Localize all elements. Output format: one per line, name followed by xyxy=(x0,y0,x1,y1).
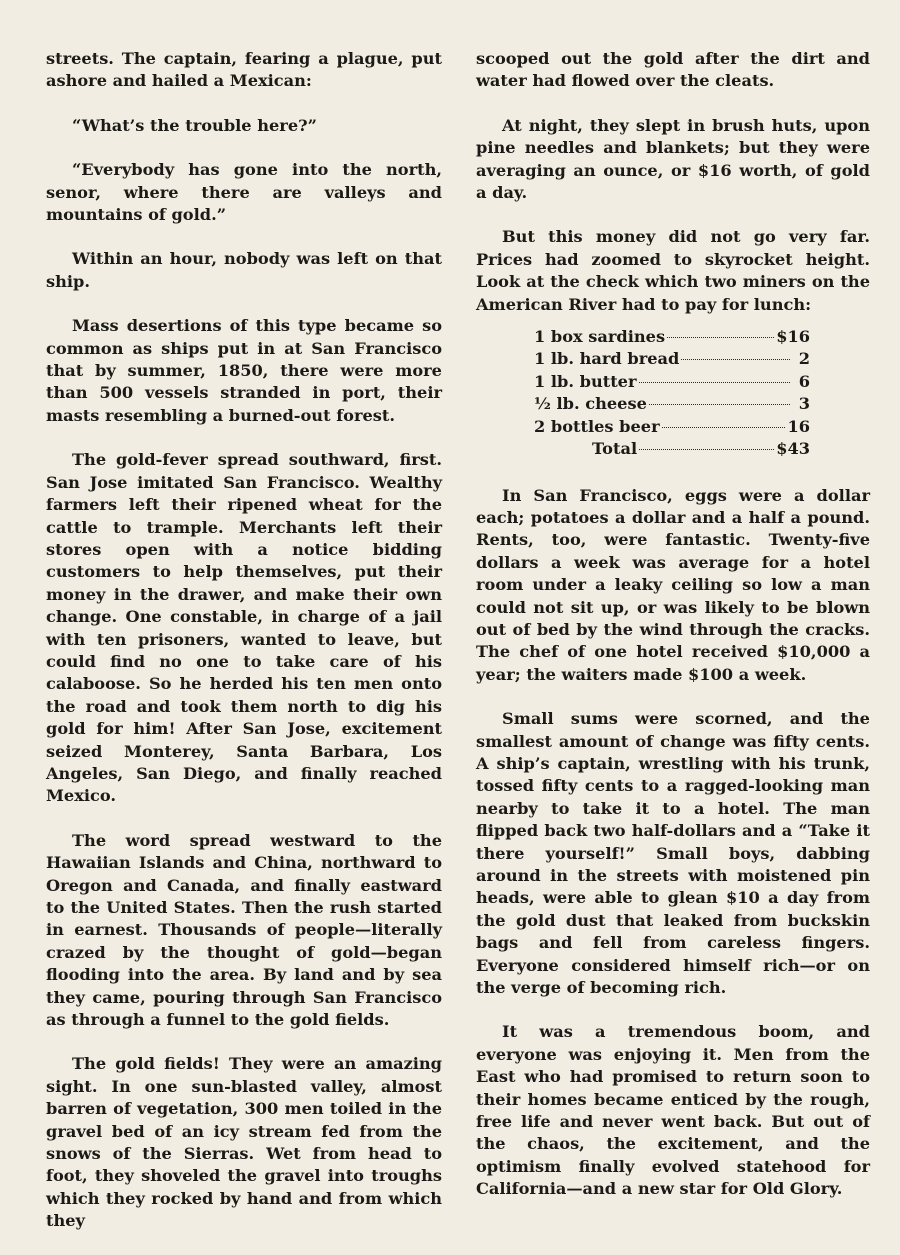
paragraph: Within an hour, nobody was left on that ship. xyxy=(46,249,442,291)
paragraph: Mass desertions of this type became so common as ships put in at San Francisco that by summer, 1850, there were more than 500 vessels stranded in port, their masts resembling a burned-out forest. xyxy=(46,316,442,425)
paragraph: The gold-fever spread southward, first. San Jose imitated San Francisco. Wealthy farmers left their ripened wheat for the cattle to trample. Merchants left their stores open with a notice bidding customers to help themselves, put their money in the drawer, and make their own change. One constable, in charge of a jail with ten prisoners, wanted to leave, but could find no one to take care of his calaboose. So he herded his ten men onto the road and took them north to dig his gold for him! After San Jose, excitement seized Monterey, Santa Barbara, Los Angeles, San Diego, and finally reached Mexico. xyxy=(46,450,442,806)
receipt-item: 2 bottles beer xyxy=(534,416,660,436)
paragraph: The word spread westward to the Hawaiian Islands and China, northward to Oregon and Canada, and finally eastward to the United States. Then the rush started in earnest. Thousands of people—literally crazed by the thought of gold—began flooding into the area. By land and by sea they came, pouring through San Francisco as through a funnel to the gold fields. xyxy=(46,830,442,1030)
receipt-item: 1 lb. butter xyxy=(534,371,637,391)
receipt-row xyxy=(534,371,810,393)
paragraph: At night, they slept in brush huts, upon pine needles and blankets; but they were averaging an ounce, or $16 worth, of gold a day. xyxy=(476,115,870,203)
receipt-row xyxy=(534,326,810,348)
leader-dots xyxy=(649,404,790,405)
paragraph: “What’s the trouble here?” xyxy=(72,115,317,135)
paragraph: scooped out the gold after the dirt and water had flowed over the cleats. xyxy=(476,49,870,91)
left-column xyxy=(46,48,442,1255)
paragraph: “Everybody has gone into the north, senor, where there are valleys and mountains of gold.” xyxy=(46,160,442,225)
paragraph: streets. The captain, fearing a plague, put ashore and hailed a Mexican: xyxy=(46,49,442,91)
right-column xyxy=(476,48,870,1223)
receipt-row xyxy=(534,393,810,415)
paragraph: The gold fields! They were an amazing sight. In one sun-blasted valley, almost barren of vegetation, 300 men toiled in the gravel bed of an icy stream fed from the snows of the Sierras. Wet from head to foot, they shoveled the gravel into troughs which they rocked by hand and from which they xyxy=(46,1054,442,1231)
receipt-item: 1 box sardines xyxy=(534,327,666,347)
paragraph: Small sums were scorned, and the smallest amount of change was fifty cents. A ship’s captain, wrestling with his trunk, tossed fifty cents to a ragged-looking man nearby to take it to a hotel. The man flipped back two half-dollars and a “Take it there yourself!” Small boys, dabbing around in the streets with moistened pin heads, were able to glean $10 a day from the gold dust that leaked from buckskin bags and fell from careless fingers. Everyone considered himself rich—or on the verge of becoming rich. xyxy=(476,709,870,998)
receipt-price: 3 xyxy=(798,394,810,414)
receipt-total-row xyxy=(534,438,810,460)
leader-dots xyxy=(681,359,790,360)
paragraph: But this money did not go very far. Prices had zoomed to skyrocket height. Look at the check which two miners on the American River had to pay for lunch: xyxy=(476,227,870,314)
leader-dots xyxy=(639,449,774,450)
leader-dots xyxy=(639,382,790,383)
receipt-row xyxy=(534,416,810,438)
receipt-price: $16 xyxy=(776,327,810,347)
paragraph: In San Francisco, eggs were a dollar each; potatoes a dollar and a half a pound. Rents, too, were fantastic. Twenty-five dollars a week was average for a hotel room under a leaky ceiling so low a man could not sit up, or was likely to be blown out of bed by the wind through the cracks. The chef of one hotel received $10,000 a year; the waiters made $100 a week. xyxy=(476,485,870,684)
receipt-row xyxy=(534,348,810,370)
leader-dots xyxy=(667,337,774,338)
receipt-item: ½ lb. cheese xyxy=(534,394,647,414)
receipt-item: 1 lb. hard bread xyxy=(534,349,680,369)
leader-dots xyxy=(662,427,786,428)
lunch-receipt xyxy=(534,326,810,460)
receipt-price: 16 xyxy=(787,416,810,436)
receipt-total-label: Total xyxy=(592,439,638,459)
receipt-price: 6 xyxy=(798,371,810,391)
receipt-price: 2 xyxy=(798,349,810,369)
receipt-total-value: $43 xyxy=(776,439,810,459)
paragraph: It was a tremendous boom, and everyone was enjoying it. Men from the East who had promised to return soon to their homes became enticed by the rough, free life and never went back. But out of the chaos, the excitement, and the optimism finally evolved statehood for California—and a new star for Old Glory. xyxy=(476,1022,870,1199)
